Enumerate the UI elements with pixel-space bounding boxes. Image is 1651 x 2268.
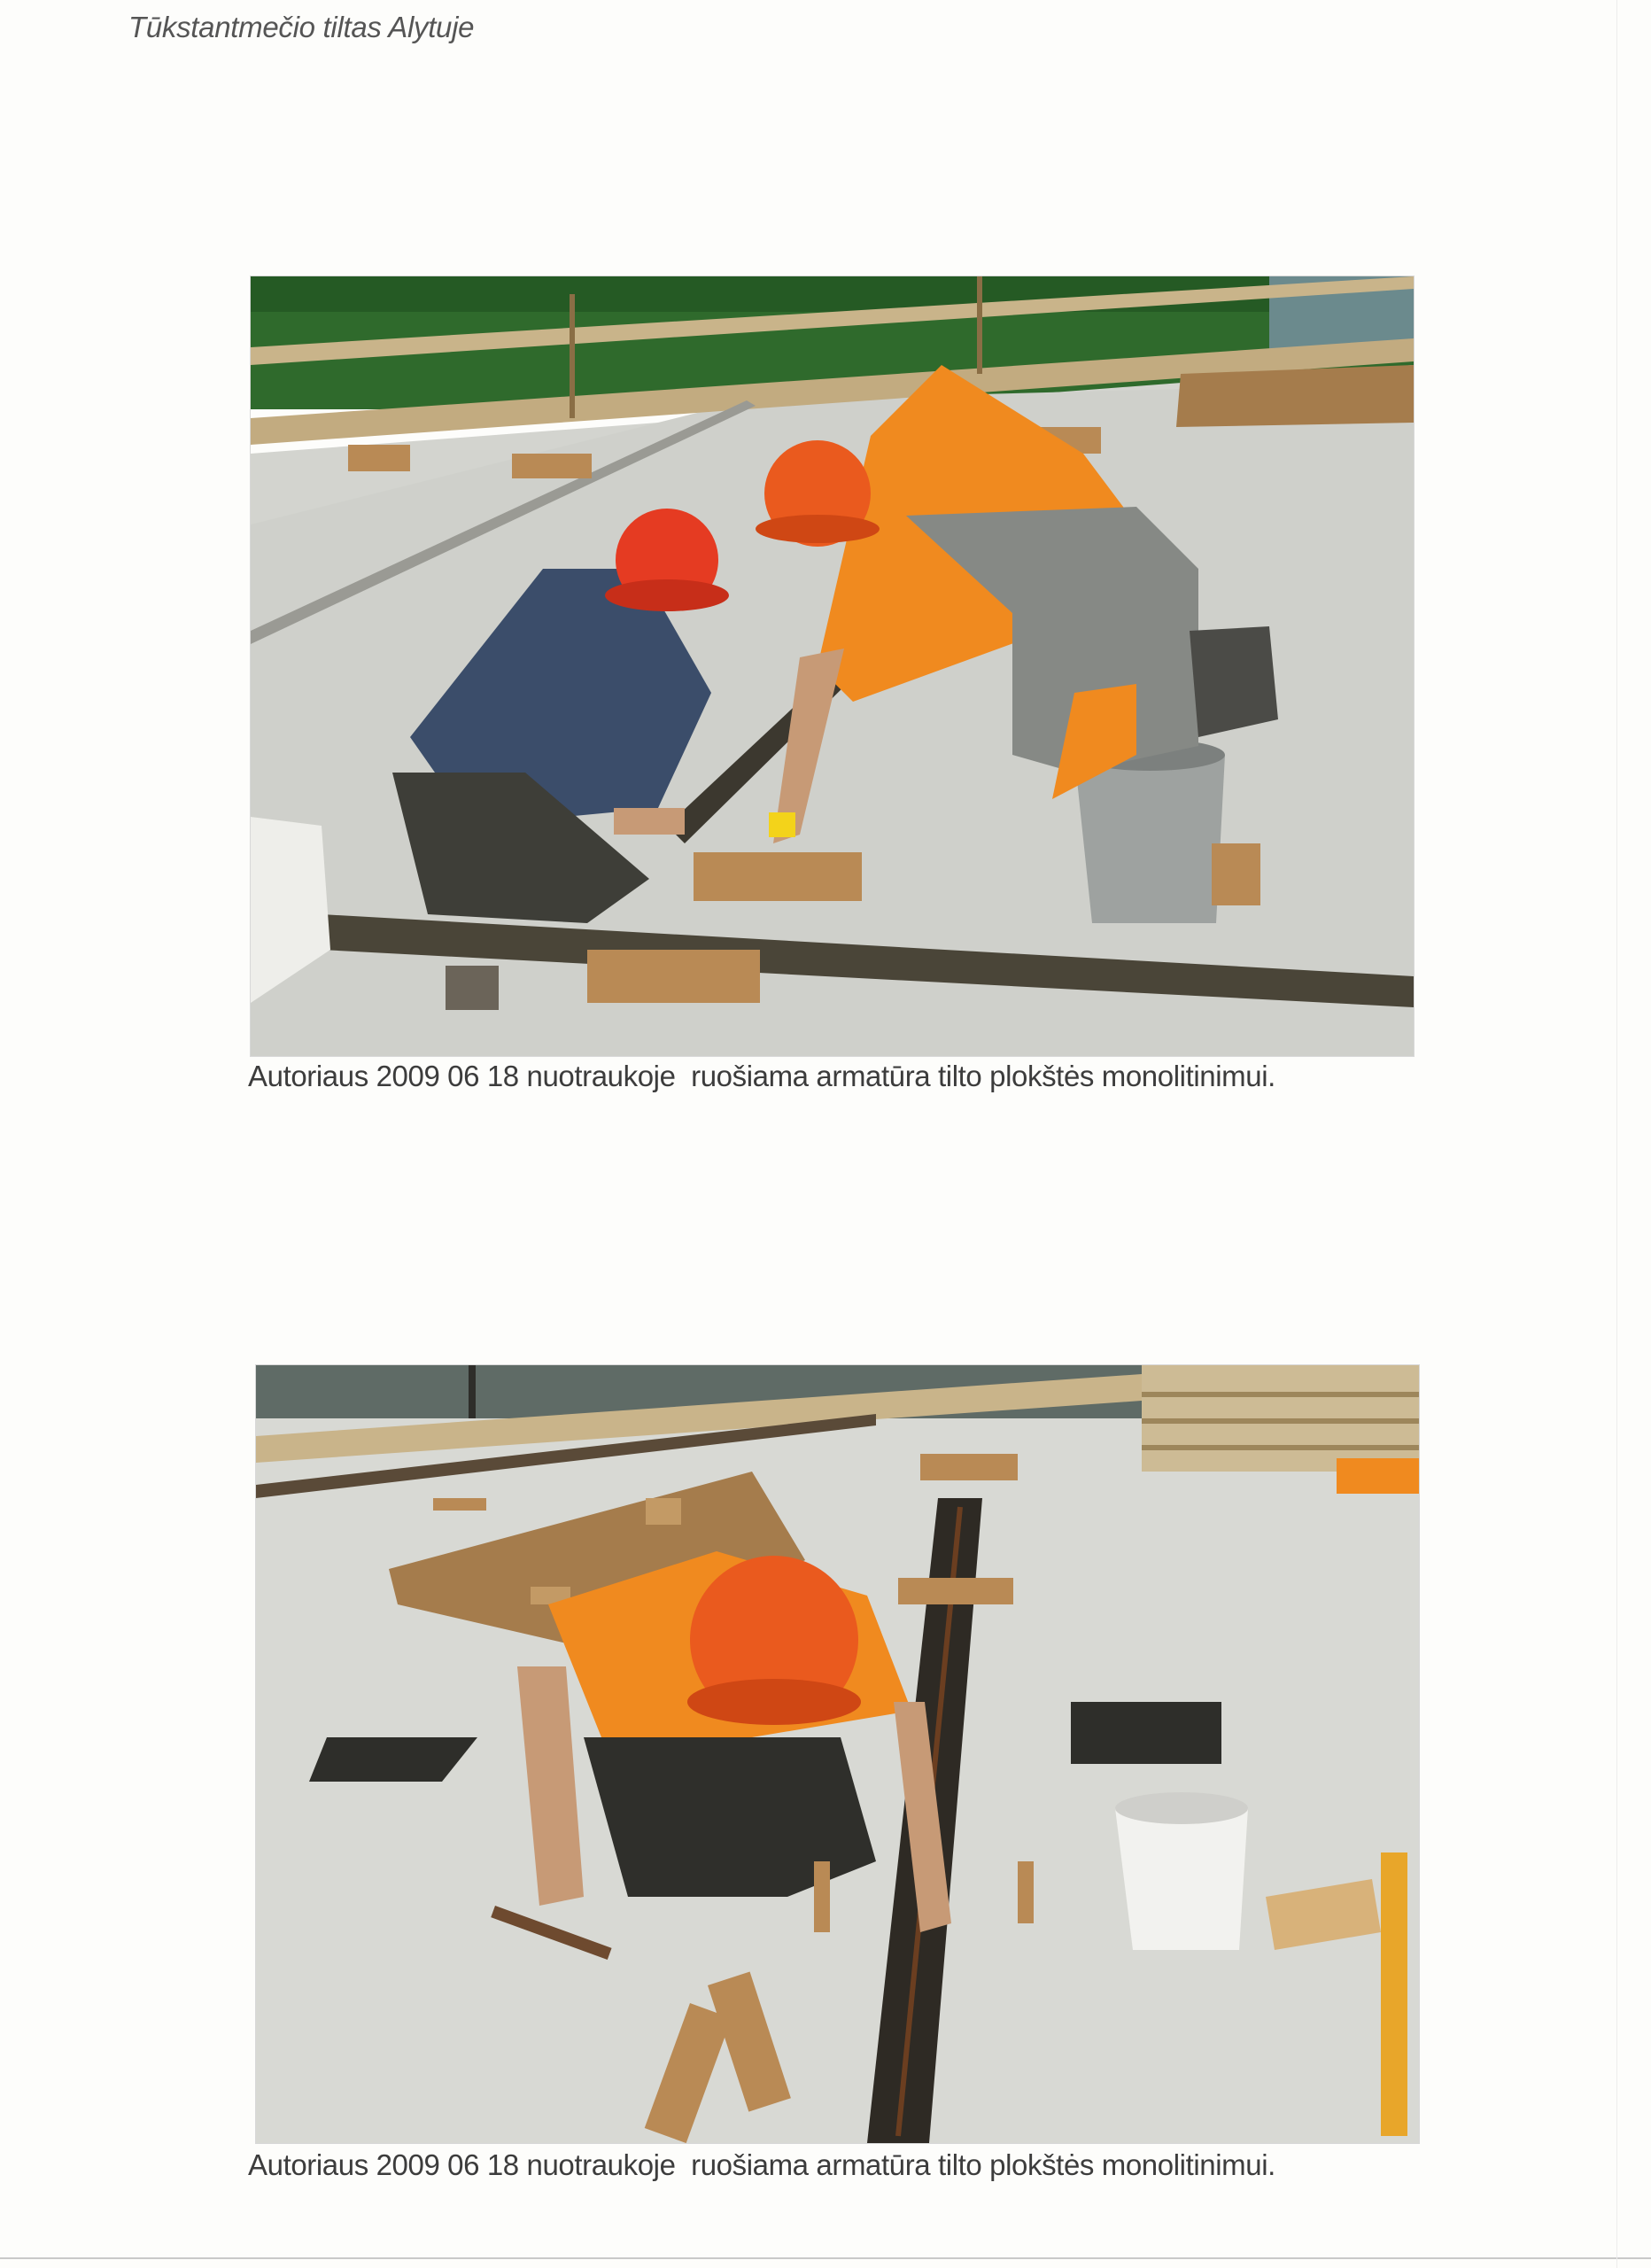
photo-worker-at-rebar-joint [256, 1365, 1419, 2143]
photo-caption: Autoriaus 2009 06 18 nuotraukoje ruošiama armatūra tilto plokštės monolitinimui. [248, 2148, 1275, 2181]
photo-workers-preparing-rebar [251, 276, 1414, 1056]
page-title: Tūkstantmečio tiltas Alytuje [128, 11, 475, 43]
photo-caption: Autoriaus 2009 06 18 nuotraukoje ruošiama armatūra tilto plokštės monolitinimui. [248, 1060, 1275, 1092]
scan-bottom-edge [0, 2257, 1651, 2259]
scan-right-edge [1616, 0, 1617, 2268]
